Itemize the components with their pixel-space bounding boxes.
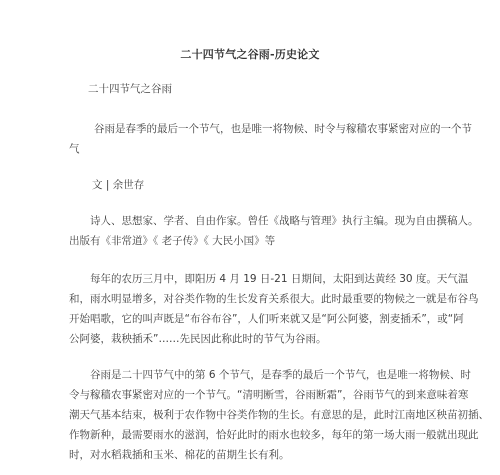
para1-line-1: 每年的农历三月中，即阳历 4 月 19 日-21 日期间，太阳到达黄经 30 度。天气温 (90, 273, 469, 285)
body-paragraph-1 (69, 269, 479, 349)
para2-line-2: 令与稼穑农事紧密对应的一个节气。“清明断雪，谷雨断霜”，谷雨节气的到来意味着寒 (69, 389, 469, 401)
para1-line-3: 开始唱歌，它的叫声既是“布谷布谷”，人们听来就又是“阿公阿婆，割麦插禾”，或“阿 (69, 313, 464, 325)
bio-line-2: 出版有《非常道》《 老子传》《 大民小国》等 (69, 235, 276, 247)
para1-line-4: 公阿婆，栽秧插禾”……先民因此称此时的节气为谷雨。 (69, 333, 327, 345)
para2-line-1: 谷雨是二十四节气中的第 6 个节气，是春季的最后一个节气，也是唯一将物候、时 (90, 369, 471, 381)
intro-paragraph (69, 119, 472, 159)
bio-paragraph (69, 211, 479, 251)
para1-line-2: 和，雨水明显增多，对谷类作物的生长发育关系很大。此时最重要的物候之一就是布谷鸟 (69, 293, 479, 305)
para2-line-5: 时，对水稻栽插和玉米、棉花的苗期生长有利。 (69, 449, 290, 461)
author-line: 文 | 余世存 (92, 179, 145, 191)
intro-line-2: 气 (69, 143, 80, 155)
intro-line-1: 谷雨是春季的最后一个节气，也是唯一将物候、时令与稼穑农事紧密对应的一个节 (94, 123, 472, 135)
body-paragraph-2 (69, 365, 489, 465)
section-heading: 二十四节气之谷雨 (88, 83, 172, 95)
para2-line-3: 潮天气基本结束，极利于农作物中谷类作物的生长。有意思的是，此时江南地区秧苗初插、 (69, 409, 489, 421)
bio-line-1: 诗人、思想家、学者、自由作家。曾任《战略与管理》执行主编。现为自由撰稿人。 (90, 215, 479, 227)
document-title: 二十四节气之谷雨-历史论文 (180, 48, 320, 61)
para2-line-4: 作物新种，最需要雨水的滋润，恰好此时的雨水也较多，每年的第一场大雨一般就出现此 (69, 429, 479, 441)
